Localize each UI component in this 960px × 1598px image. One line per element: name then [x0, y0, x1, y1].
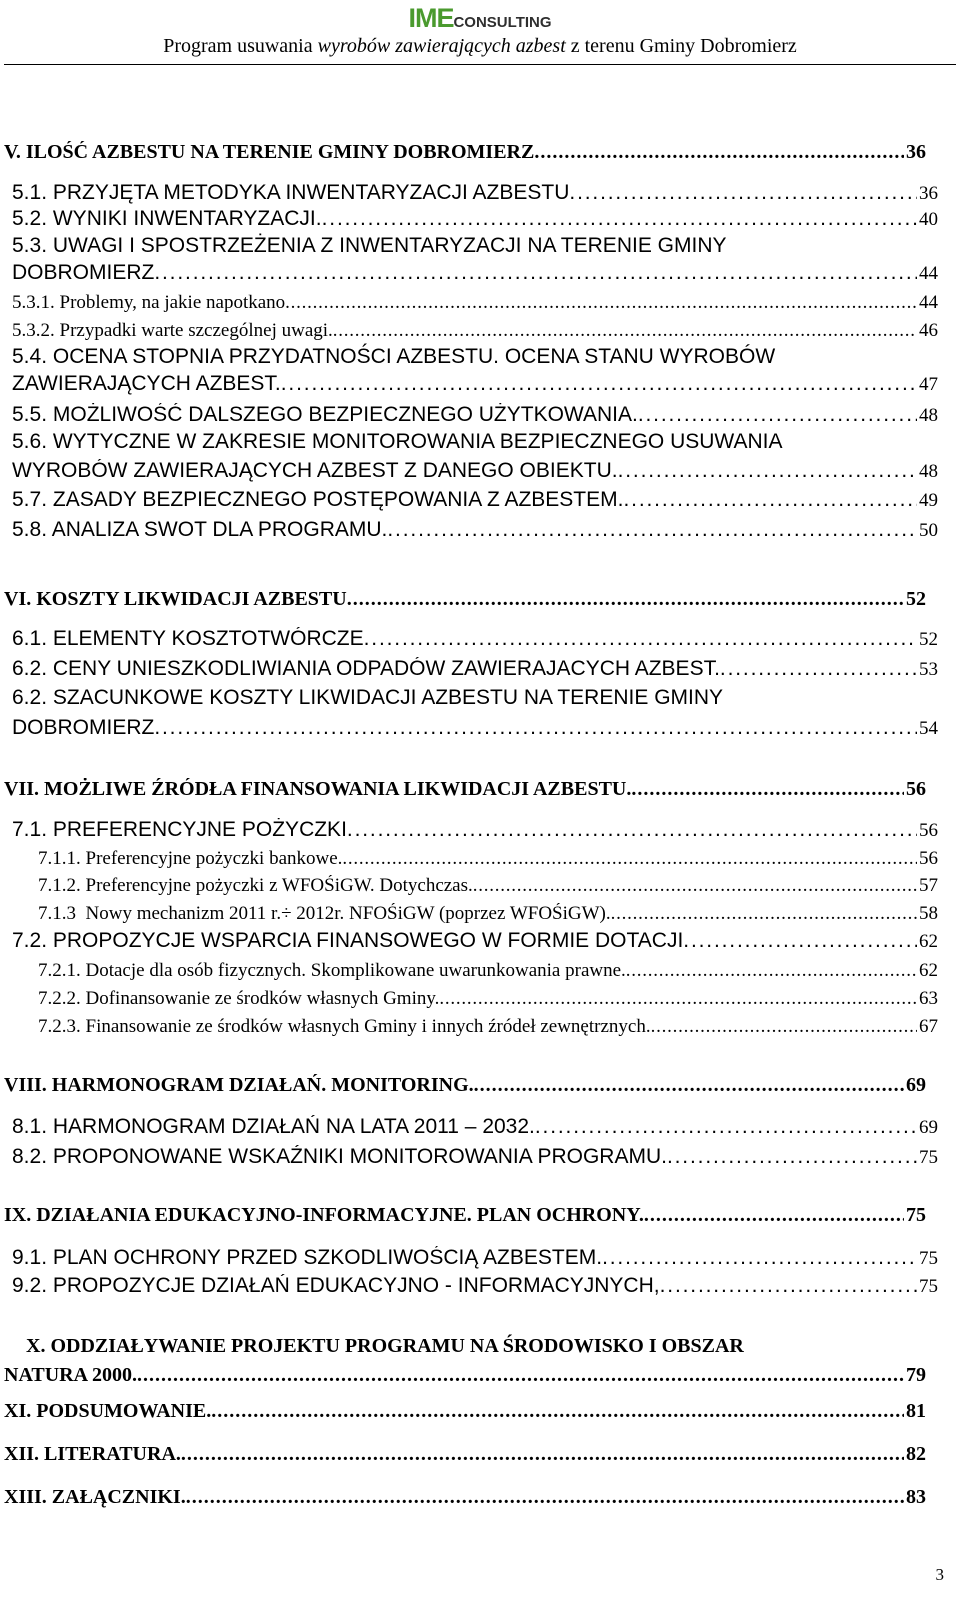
toc-entry-5-3[interactable] [12, 261, 938, 285]
toc-entry-text: 5.2. WYNIKI INWENTARYZACJI. [12, 207, 322, 230]
toc-entry-text: VII. MOŻLIWE ŹRÓDŁA FINANSOWANIA LIKWIDACJI AZBESTU. [4, 778, 632, 800]
toc-entry-8-2[interactable] [12, 1145, 938, 1169]
toc-leader-dots [333, 320, 917, 342]
toc-entry-chapter-x[interactable] [4, 1364, 926, 1387]
toc-entry-text: 7.2.3. Finansowanie ze środków własnych Gminy i innych źródeł zewnętrznych. [38, 1016, 651, 1037]
toc-page-number: 44 [919, 263, 938, 284]
toc-entry-5-6[interactable] [12, 459, 938, 483]
toc-leader-dots [631, 778, 904, 801]
toc-entry-9-2[interactable] [12, 1274, 938, 1298]
toc-entry-7-1[interactable] [12, 818, 938, 842]
toc-entry-9-1[interactable] [12, 1246, 938, 1270]
toc-leader-dots [387, 518, 917, 542]
toc-entry-5-3-1[interactable] [12, 292, 938, 314]
toc-page-number: 44 [919, 292, 938, 313]
toc-entry-7-1-2[interactable] [38, 875, 938, 897]
toc-leader-dots [667, 1145, 917, 1169]
toc-entry-text: DOBROMIERZ [12, 261, 155, 284]
toc-leader-dots [342, 848, 917, 870]
toc-entry-6-1[interactable] [12, 627, 938, 651]
toc-leader-dots [644, 1204, 904, 1227]
toc-page-number: 83 [906, 1486, 926, 1508]
toc-page-number: 57 [919, 875, 938, 896]
toc-entry-7-2-1[interactable] [38, 960, 938, 982]
toc-entry-text: IX. DZIAŁANIA EDUKACYJNO-INFORMACYJNE. PLAN OCHRONY. [4, 1204, 644, 1226]
toc-entry-text: 9.2. PROPOZYCJE DZIAŁAŃ EDUKACYJNO - INFORMACYJNYCH, [12, 1274, 660, 1297]
toc-leader-dots [660, 1274, 917, 1298]
toc-page-number: 50 [919, 520, 938, 541]
toc-leader-dots [181, 1443, 904, 1466]
toc-page-number: 62 [919, 931, 938, 952]
toc-page-number: 48 [919, 405, 938, 426]
toc-leader-dots [720, 657, 917, 681]
toc-entry-text: 8.2. PROPONOWANE WSKAŹNIKI MONITOROWANIA PROGRAMU. [12, 1145, 667, 1168]
toc-leader-dots [651, 1016, 917, 1038]
toc-entry-8-1[interactable] [12, 1115, 938, 1139]
toc-leader-dots [535, 1115, 917, 1139]
logo-sub-text: CONSULTING [453, 14, 552, 31]
toc-entry-5-7[interactable] [12, 488, 938, 512]
toc-entry-text: VIII. HARMONOGRAM DZIAŁAŃ. MONITORING. [4, 1074, 474, 1096]
toc-entry-chapter-x-line-1[interactable]: X. ODDZIAŁYWANIE PROJEKTU PROGRAMU NA ŚRODOWISKO I OBSZAR [26, 1335, 744, 1357]
toc-page-number: 46 [919, 320, 938, 341]
toc-entry-text: VI. KOSZTY LIKWIDACJI AZBESTU [4, 588, 347, 610]
toc-entry-text: 7.1. PREFERENCYJNE POŻYCZKI [12, 818, 347, 841]
toc-entry-text: 6.2. CENY UNIESZKODLIWIANIA ODPADÓW ZAWIERAJACYCH AZBEST. [12, 657, 720, 680]
toc-entry-text: XI. PODSUMOWANIE. [4, 1400, 212, 1422]
toc-leader-dots [683, 929, 917, 953]
toc-page-number: 58 [919, 903, 938, 924]
toc-entry-text: 5.3.1. Problemy, na jakie napotkano [12, 292, 286, 313]
toc-page-number: 54 [919, 718, 938, 739]
toc-page-number: 36 [919, 183, 938, 204]
toc-page-number: 49 [919, 490, 938, 511]
toc-entry-5-2[interactable] [12, 207, 938, 231]
toc-leader-dots [626, 960, 917, 982]
toc-leader-dots [474, 1074, 904, 1097]
logo-main-text: IME [408, 3, 454, 33]
toc-entry-text: 7.2.1. Dotacje dla osób fizycznych. Skomplikowane uwarunkowania prawne. [38, 960, 626, 981]
toc-entry-text: 5.5. MOŻLIWOŚĆ DALSZEGO BEZPIECZNEGO UŻYTKOWANIA. [12, 403, 638, 426]
toc-entry-5-1[interactable] [12, 181, 938, 205]
toc-page-number: 69 [919, 1117, 938, 1138]
toc-leader-dots [322, 207, 917, 231]
toc-leader-dots [347, 818, 917, 842]
toc-entry-text: 5.7. ZASADY BEZPIECZNEGO POSTĘPOWANIA Z AZBESTEM. [12, 488, 624, 511]
toc-page-number: 53 [919, 659, 938, 680]
toc-entry-5-4-line-1[interactable]: 5.4. OCENA STOPNIA PRZYDATNOŚCI AZBESTU. OCENA STANU WYROBÓW [12, 345, 776, 368]
toc-entry-text: 7.1.1. Preferencyjne pożyczki bankowe. [38, 848, 343, 869]
toc-entry-chapter-xiii[interactable] [4, 1486, 926, 1509]
toc-page-number: 36 [906, 141, 926, 163]
toc-entry-5-6-line-1[interactable]: 5.6. WYTYCZNE W ZAKRESIE MONITOROWANIA BEZPIECZNEGO USUWANIA [12, 430, 783, 453]
toc-page-number: 75 [919, 1248, 938, 1269]
page-header [0, 0, 960, 70]
toc-entry-text: 5.1. PRZYJĘTA METODYKA INWENTARYZACJI AZBESTU [12, 181, 570, 204]
toc-page-number: 48 [919, 461, 938, 482]
toc-entry-6-2-b-line-1[interactable]: 6.2. SZACUNKOWE KOSZTY LIKWIDACJI AZBESTU NA TERENIE GMINY [12, 686, 724, 709]
toc-entry-text: 8.1. HARMONOGRAM DZIAŁAŃ NA LATA 2011 – 2032. [12, 1115, 535, 1138]
toc-leader-dots [439, 988, 917, 1010]
toc-page-number: 63 [919, 988, 938, 1009]
header-title-part-2: wyrobów zawierających azbest [317, 35, 566, 57]
toc-leader-dots [281, 372, 917, 396]
toc-entry-text: 7.1.2. Preferencyjne pożyczki z WFOŚiGW. Dotychczas. [38, 875, 473, 896]
toc-page-number: 79 [906, 1364, 926, 1386]
toc-entry-7-1-3[interactable] [38, 903, 938, 925]
toc-entry-chapter-xi[interactable] [4, 1400, 926, 1423]
toc-leader-dots [285, 292, 917, 314]
toc-entry-chapter-vi[interactable] [4, 588, 926, 611]
toc-entry-7-2[interactable] [12, 929, 938, 953]
toc-entry-text: WYROBÓW ZAWIERAJĄCYCH AZBEST Z DANEGO OBIEKTU. [12, 459, 618, 482]
toc-entry-chapter-vii[interactable] [4, 778, 926, 801]
toc-entry-text: 5.8. ANALIZA SWOT DLA PROGRAMU. [12, 518, 388, 541]
toc-page-number: 82 [906, 1443, 926, 1465]
toc-entry-7-2-3[interactable] [38, 1016, 938, 1038]
toc-entry-text: NATURA 2000. [4, 1364, 137, 1386]
toc-leader-dots [154, 716, 917, 740]
header-title [0, 34, 960, 58]
toc-entry-text: 5.3.2. Przypadki warte szczególnej uwagi. [12, 320, 333, 341]
toc-page-number: 81 [906, 1400, 926, 1422]
company-logo [0, 4, 960, 37]
toc-leader-dots [638, 403, 917, 427]
toc-entry-5-4[interactable] [12, 372, 938, 396]
header-title-part-3: z terenu Gminy Dobromierz [565, 35, 797, 57]
toc-entry-text: DOBROMIERZ [12, 716, 155, 739]
toc-entry-text: 7.2.2. Dofinansowanie ze środków własnych Gminy. [38, 988, 440, 1009]
toc-page-number: 75 [919, 1147, 938, 1168]
toc-entry-chapter-ix[interactable] [4, 1204, 926, 1227]
toc-entry-text: 9.1. PLAN OCHRONY PRZED SZKODLIWOŚCIĄ AZBESTEM. [12, 1246, 603, 1269]
toc-entry-text: 7.2. PROPOZYCJE WSPARCIA FINANSOWEGO W FORMIE DOTACJI [12, 929, 684, 952]
toc-entry-text: ZAWIERAJĄCYCH AZBEST. [12, 372, 281, 395]
toc-entry-text: 7.1.3 Nowy mechanizm 2011 r.÷ 2012r. NFOŚiGW (poprzez WFOŚiGW). [38, 903, 611, 924]
toc-leader-dots [154, 261, 917, 285]
toc-leader-dots [569, 181, 917, 205]
toc-leader-dots [211, 1400, 904, 1423]
toc-page-number: 67 [919, 1016, 938, 1037]
toc-entry-5-5[interactable] [12, 403, 938, 427]
toc-page-number: 47 [919, 374, 938, 395]
toc-leader-dots [602, 1246, 917, 1270]
toc-entry-5-3-line-1[interactable]: 5.3. UWAGI I SPOSTRZEŻENIA Z INWENTARYZACJI NA TERENIE GMINY [12, 234, 727, 257]
toc-entry-chapter-xii[interactable] [4, 1443, 926, 1466]
toc-page-number: 52 [919, 629, 938, 650]
toc-entry-5-8[interactable] [12, 518, 938, 542]
toc-entry-5-3-2[interactable] [12, 320, 938, 342]
header-divider [4, 64, 956, 65]
toc-entry-text: XIII. ZAŁĄCZNIKI. [4, 1486, 186, 1508]
toc-page-number: 56 [906, 778, 926, 800]
toc-entry-chapter-v[interactable] [4, 141, 926, 164]
toc-entry-6-2-a[interactable] [12, 657, 938, 681]
toc-leader-dots [534, 141, 904, 164]
toc-page-number: 62 [919, 960, 938, 981]
toc-page-number: 69 [906, 1074, 926, 1096]
toc-entry-6-2-b[interactable] [12, 716, 938, 740]
toc-entry-text: 6.1. ELEMENTY KOSZTOTWÓRCZE [12, 627, 364, 650]
toc-entry-7-2-2[interactable] [38, 988, 938, 1010]
toc-leader-dots [347, 588, 904, 611]
header-title-part-1: Program usuwania [163, 35, 318, 57]
toc-page-number: 40 [919, 209, 938, 230]
toc-leader-dots [137, 1364, 904, 1387]
toc-page-number: 52 [906, 588, 926, 610]
toc-leader-dots [473, 875, 917, 897]
toc-leader-dots [186, 1486, 904, 1509]
toc-page-number: 56 [919, 848, 938, 869]
toc-leader-dots [364, 627, 917, 651]
toc-leader-dots [611, 903, 917, 925]
toc-entry-7-1-1[interactable] [38, 848, 938, 870]
toc-leader-dots [618, 459, 917, 483]
toc-page-number: 75 [919, 1276, 938, 1297]
toc-entry-text: V. ILOŚĆ AZBESTU NA TERENIE GMINY DOBROMIERZ [4, 141, 535, 163]
toc-leader-dots [623, 488, 917, 512]
toc-page-number: 75 [906, 1204, 926, 1226]
page-number: 3 [935, 1565, 944, 1584]
toc-entry-chapter-viii[interactable] [4, 1074, 926, 1097]
toc-page-number: 56 [919, 820, 938, 841]
toc-entry-text: XII. LITERATURA. [4, 1443, 181, 1465]
